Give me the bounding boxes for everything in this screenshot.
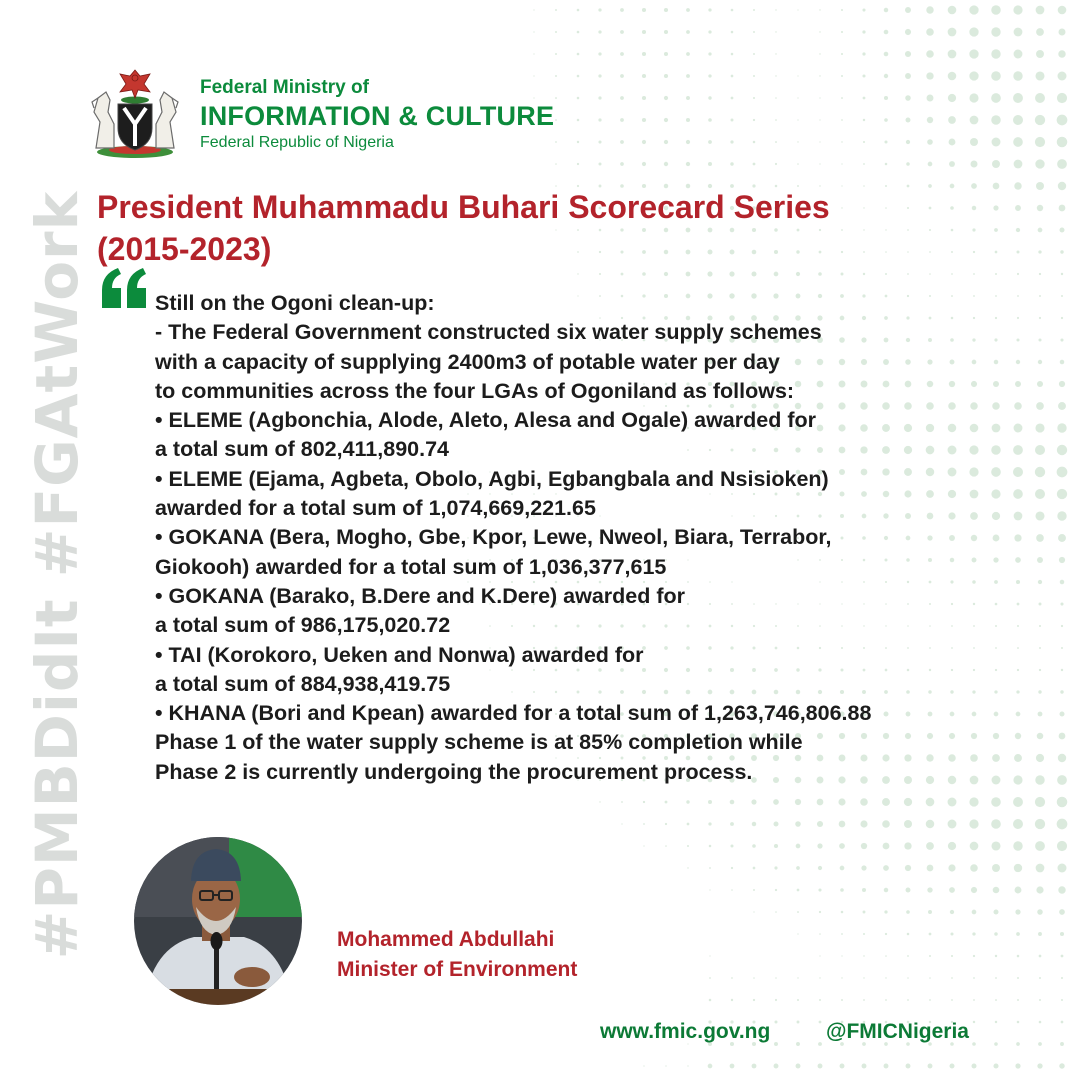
series-title-line2: (2015-2023) xyxy=(97,231,272,267)
statement-line: Giokooh) awarded for a total sum of 1,036,377,615 xyxy=(155,554,667,579)
speaker-portrait xyxy=(134,837,302,1005)
ministry-subtitle: Federal Ministry of xyxy=(200,77,369,98)
statement-line: - The Federal Government constructed six water supply schemes xyxy=(155,320,822,345)
statement-line: to communities across the four LGAs of Ogoniland as follows: xyxy=(155,378,795,403)
social-handle[interactable]: @FMICNigeria xyxy=(826,1020,969,1043)
speaker-role: Minister of Environment xyxy=(337,958,578,981)
statement-line: with a capacity of supplying 2400m3 of potable water per day xyxy=(155,349,780,374)
statement-line: Phase 2 is currently undergoing the procurement process. xyxy=(155,759,753,784)
ministry-name: INFORMATION & CULTURE xyxy=(200,101,555,131)
statement-line: • KHANA (Bori and Kpean) awarded for a total sum of 1,263,746,806.88 xyxy=(155,701,872,726)
statement-line: • ELEME (Ejama, Agbeta, Obolo, Agbi, Egbangbala and Nsisioken) xyxy=(155,466,829,491)
speaker-name: Mohammed Abdullahi xyxy=(337,928,555,951)
website-link[interactable]: www.fmic.gov.ng xyxy=(600,1020,771,1043)
statement-line: awarded for a total sum of 1,074,669,221.65 xyxy=(155,496,596,521)
statement-line: • TAI (Korokoro, Ueken and Nonwa) awarded for xyxy=(155,642,644,667)
statement-body xyxy=(155,289,1035,787)
hashtag-watermark: #PMBDidIt #FGAtWork xyxy=(23,190,91,960)
series-title xyxy=(97,186,977,270)
hashtag-watermark-container xyxy=(22,190,92,960)
series-title-line1: President Muhammadu Buhari Scorecard Series xyxy=(97,189,830,225)
statement-line: a total sum of 986,175,020.72 xyxy=(155,613,451,638)
statement-line: • GOKANA (Bera, Mogho, Gbe, Kpor, Lewe, Nweol, Biara, Terrabor, xyxy=(155,525,832,550)
statement-line: Phase 1 of the water supply scheme is at 85% completion while xyxy=(155,730,803,755)
quote-icon xyxy=(100,266,150,310)
country-name: Federal Republic of Nigeria xyxy=(200,134,394,151)
statement-line: a total sum of 802,411,890.74 xyxy=(155,437,449,462)
statement-line: a total sum of 884,938,419.75 xyxy=(155,671,451,696)
statement-line: • GOKANA (Barako, B.Dere and K.Dere) awarded for xyxy=(155,583,686,608)
coat-of-arms-icon xyxy=(80,62,190,160)
statement-line: Still on the Ogoni clean-up: xyxy=(155,291,435,315)
statement-line: • ELEME (Agbonchia, Alode, Aleto, Alesa and Ogale) awarded for xyxy=(155,408,816,433)
